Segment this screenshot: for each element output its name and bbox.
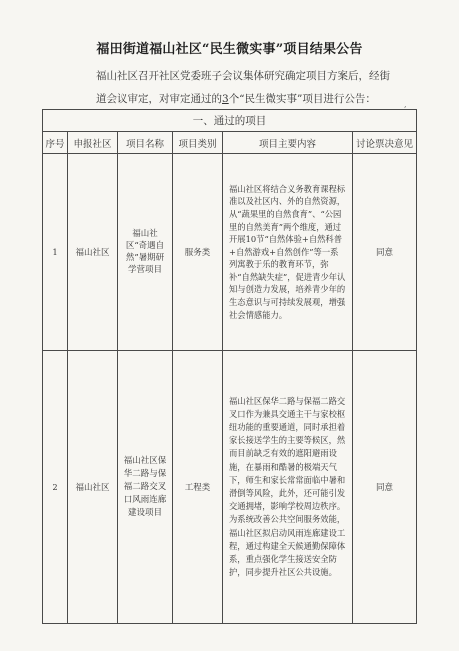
project-table [42,109,417,624]
row-community: 福山社区 [68,154,118,351]
intro-line-2-post: 个“民生微实事”项目进行公告： [228,93,376,105]
header-content: 项目主要内容 [223,132,353,154]
header-community: 申报社区 [68,132,118,154]
row-category: 工程类 [173,351,223,624]
table-row [43,154,417,351]
project-count: 3 [222,93,229,105]
row-seq: 1 [43,154,68,351]
intro-line-1: 福山社区召开社区党委班子会议集体研究确定项目方案后，经街 [96,70,390,82]
row-category: 服务类 [173,154,223,351]
header-project-name: 项目名称 [118,132,173,154]
row-opinion: 同意 [353,154,417,351]
notice-title: 福田街道福山社区“民生微实事”项目结果公告 [96,42,363,57]
row-community: 福山社区 [68,351,118,624]
section-title: 一、通过的项目 [43,110,417,132]
row-content: 福山社区将结合义务教育课程标准以及社区内、外的自然资源，从“蔬果里的自然食育”、“公园里的自然美育”两个维度，通过开展10节“自然体验+自然科普+自然游戏+自然创作”等一系列寓教于乐的教育环节，弥补“自然缺失症”，促进青少年认知与创造力发展，培养青少年的生态意识与可持续发展观，增强社会情感能力。 [223,154,353,351]
intro-line-2 [96,91,446,106]
header-category: 项目类别 [173,132,223,154]
row-project-name: 福山社区“奇遇自然”暑期研学营项目 [118,154,173,351]
row-opinion: 同意 [353,351,417,624]
header-opinion: 讨论票决意见 [353,132,417,154]
row-content: 福山社区保华二路与保福二路交叉口作为兼具交通主干与家校枢纽功能的重要通道，同时承担着家长接送学生的主要等候区，然而目前缺乏有效的遮阳避雨设施，在暴雨和酷暑的极端天气下，师生和家长常常面临中暑和滑倒等风险，此外，还可能引发交通拥堵，影响学校周边秩序。为系统改善公共空间服务效能，福山社区拟启动风雨连廊建设工程，通过构建全天候通勤保障体系，重点强化学生接送安全防护，同步提升社区公共设施。 [223,351,353,624]
header-seq: 序号 [43,132,68,154]
stray-mark: , [404,100,407,109]
row-seq: 2 [43,351,68,624]
table-row [43,351,417,624]
intro-line-2-pre: 道会议审定，对审定通过的 [96,93,222,105]
row-project-name: 福山社区保华二路与保福二路交叉口风雨连廊建设项目 [118,351,173,624]
